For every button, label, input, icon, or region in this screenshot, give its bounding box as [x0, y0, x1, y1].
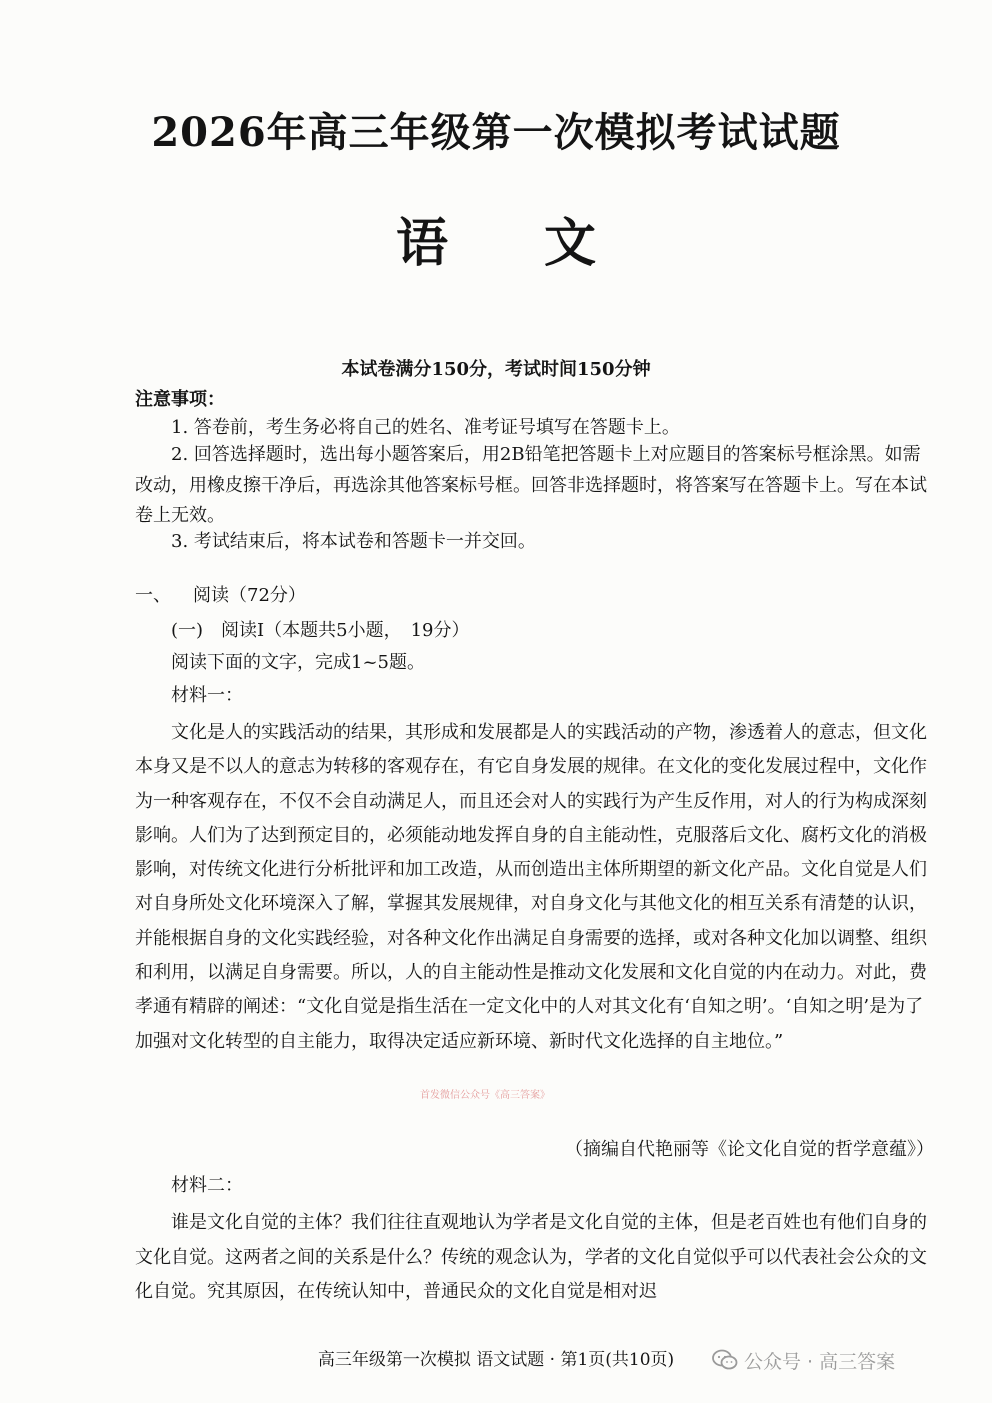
notice-item-3: 3. 考试结束后，将本试卷和答题卡一并交回。	[171, 531, 536, 552]
material-2-label: 材料二：	[171, 1175, 243, 1196]
exam-title: 2026年高三年级第一次模拟考试试题	[151, 109, 841, 156]
exam-meta: 本试卷满分150分，考试时间150分钟	[341, 359, 651, 380]
subsection-heading: (一) 阅读Ⅰ（本题共5小题， 19分）	[171, 620, 470, 641]
material-1-source: （摘编自代艳丽等《论文化自觉的哲学意蕴》）	[565, 1139, 934, 1160]
wechat-label: 公众号 · 高三答案	[744, 1350, 896, 1373]
subject-char-2: 文	[544, 213, 597, 274]
wechat-icon	[712, 1349, 738, 1371]
material-1-label: 材料一：	[171, 685, 243, 706]
reading-instruction: 阅读下面的文字，完成1~5题。	[171, 652, 425, 673]
notice-item-2: 2. 回答选择题时，选出每小题答案后，用2B铅笔把答题卡上对应题目的答案标号框涂黑。如需改动，用橡皮擦干净后，再选涂其他答案标号框。回答非选择题时，将答案写在答题卡上。写在本试卷上无效。	[135, 444, 927, 526]
subject-title	[0, 212, 992, 276]
notice-item-1: 1. 答卷前，考生务必将自己的姓名、准考证号填写在答题卡上。	[171, 417, 680, 438]
subject-char-1: 语	[395, 213, 448, 274]
notice-heading: 注意事项：	[135, 389, 225, 410]
material-2-text: 谁是文化自觉的主体？我们往往直观地认为学者是文化自觉的主体，但是老百姓也有他们自身的文化自觉。这两者之间的关系是什么？传统的观念认为，学者的文化自觉似乎可以代表社会公众的文化自觉。究其原因，在传统认知中，普通民众的文化自觉是相对迟	[135, 1212, 927, 1302]
wechat-watermark	[708, 1346, 899, 1374]
page-footer: 高三年级第一次模拟 语文试题 · 第1页(共10页)	[317, 1350, 675, 1370]
section-number: 一、	[135, 585, 171, 606]
section-title: 阅读（72分）	[193, 585, 306, 606]
section-heading	[135, 580, 935, 613]
watermark-text: 首发微信公众号《高三答案》	[420, 1090, 550, 1101]
material-1-text: 文化是人的实践活动的结果，其形成和发展都是人的实践活动的产物，渗透着人的意志，但文化本身又是不以人的意志为转移的客观存在，有它自身发展的规律。在文化的变化发展过程中，文化作为一种客观存在，不仅不会自动满足人，而且还会对人的实践行为产生反作用，对人的行为构成深刻影响。人们为了达到预定目的，必须能动地发挥自身的自主能动性，克服落后文化、腐朽文化的消极影响，对传统文化进行分析批评和加工改造，从而创造出主体所期望的新文化产品。文化自觉是人们对自身所处文化环境深入了解，掌握其发展规律，对自身文化与其他文化的相互关系有清楚的认识，并能根据自身的文化实践经验，对各种文化作出满足自身需要的选择，或对各种文化加以调整、组织和利用，以满足自身需要。所以，人的自主能动性是推动文化发展和文化自觉的内在动力。对此，费孝通有精辟的阐述：“文化自觉是指生活在一定文化中的人对其文化有‘自知之明’。‘自知之明’是为了加强对文化转型的自主能力，取得决定适应新环境、新时代文化选择的自主地位。”	[135, 722, 927, 1052]
